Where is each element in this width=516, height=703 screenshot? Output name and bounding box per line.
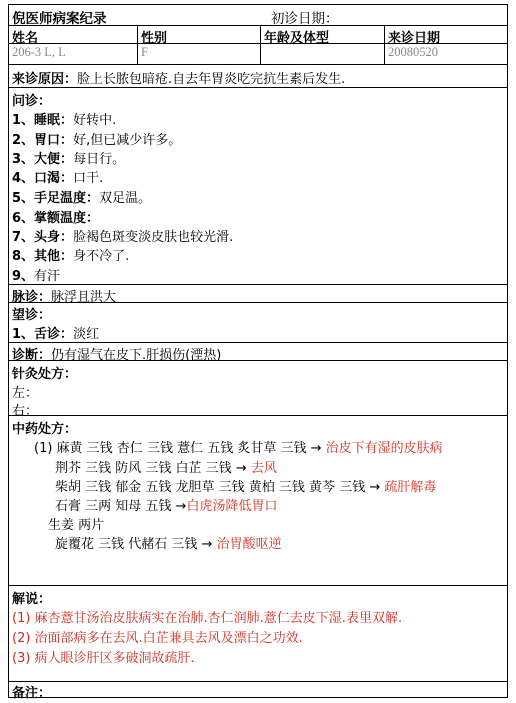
herbal-line: 荆芥 三钱 防风 三钱 白芷 三钱 → 去风	[55, 461, 277, 476]
herbal-line: (1) 麻黄 三钱 杏仁 三钱 薏仁 五钱 炙甘草 三钱 → 治皮下有湿的皮肤病	[34, 441, 443, 456]
column-header-row	[9, 25, 507, 44]
inspection-label: 望诊：	[12, 308, 52, 323]
patient-name-value: 206-3 L, L	[9, 44, 138, 64]
reason-label: 来诊原因：	[12, 72, 78, 87]
pulse-label: 脉诊：	[12, 290, 52, 305]
inquiry-item: 4、口渴：口干.	[12, 171, 104, 186]
acupuncture-section	[9, 361, 507, 419]
acupuncture-right-label: 右：	[12, 404, 39, 419]
inquiry-item: 1、睡眠：好转中.	[12, 113, 117, 128]
record-title: 倪医师病案纪录	[12, 11, 107, 27]
acupuncture-label: 针灸处方：	[12, 367, 78, 382]
reason-text: 脸上长脓包暗疮.自去年胃炎吃完抗生素后发生.	[77, 72, 346, 87]
remarks-label: 备注：	[12, 686, 52, 701]
explanation-section	[9, 586, 507, 682]
explanation-item: (3) 病人眼诊肝区多破洞故疏肝.	[12, 651, 195, 666]
inspection-section: 望诊： 1、舌诊：淡红	[9, 303, 507, 343]
herbal-line: 生姜 两片	[48, 518, 105, 533]
inquiry-item: 7、头身：脸褐色斑变淡皮肤也较光滑.	[12, 230, 234, 245]
diagnosis-section	[9, 343, 507, 361]
tongue-label: 舌诊：	[34, 327, 74, 342]
herbal-label: 中药处方：	[12, 422, 78, 437]
patient-sex-value: F	[138, 44, 261, 64]
first-visit-date-label: 初诊日期：	[271, 11, 339, 27]
explanation-item: (1) 麻杏薏甘汤治皮肤病实在治肺.杏仁润肺.薏仁去皮下湿.表里双解.	[12, 611, 403, 626]
herbal-line: 石膏 三两 知母 五钱 →白虎汤降低胃口	[55, 499, 278, 514]
diagnosis-label: 诊断：	[12, 348, 52, 363]
patient-info-row	[9, 44, 507, 65]
visit-date-header: 来诊日期	[388, 31, 441, 46]
diagnosis-text: 仍有湿气在皮下.肝损伤(湮热)	[51, 348, 222, 363]
herbal-line: 旋覆花 三钱 代赭石 三钱 → 治胃酸呕逆	[55, 537, 282, 552]
remarks-section	[9, 682, 507, 701]
reason-section	[9, 65, 507, 88]
explanation-item: (2) 治面部病多在去风.白芷兼具去风及漂白之功效.	[12, 631, 303, 646]
medical-record-form	[8, 4, 508, 701]
inquiry-label: 问诊：	[12, 94, 52, 109]
inquiry-item: 3、大便：每日行。	[12, 152, 126, 167]
inquiry-item: 6、掌额温度：	[12, 211, 100, 226]
inquiry-item: 5、手足温度：双足温。	[12, 191, 152, 206]
inquiry-item: 8、其他：身不冷了.	[12, 249, 130, 264]
herbal-section	[9, 416, 507, 586]
pulse-text: 脉浮且洪大	[51, 290, 117, 305]
acupuncture-left-label: 左：	[12, 386, 39, 401]
patient-visit-date-value: 20080520	[388, 45, 438, 59]
patient-age-build-value	[261, 44, 385, 64]
title-row	[9, 5, 507, 25]
herbal-line: 柴胡 三钱 郁金 五钱 龙胆草 三钱 黄柏 三钱 黄芩 三钱 → 疏肝解毒	[55, 480, 437, 495]
age-build-header: 年龄及体型	[261, 26, 385, 43]
inquiry-item: 9、有汗	[12, 269, 61, 284]
explanation-label: 解说：	[12, 592, 52, 607]
inquiry-item: 2、胃口：好,但已减少许多。	[12, 133, 182, 148]
tongue-value: 淡红	[73, 327, 100, 342]
sex-header: 性别	[138, 26, 261, 43]
name-header: 姓名	[9, 26, 138, 43]
pulse-section	[9, 285, 507, 303]
inquiry-section	[9, 88, 507, 285]
